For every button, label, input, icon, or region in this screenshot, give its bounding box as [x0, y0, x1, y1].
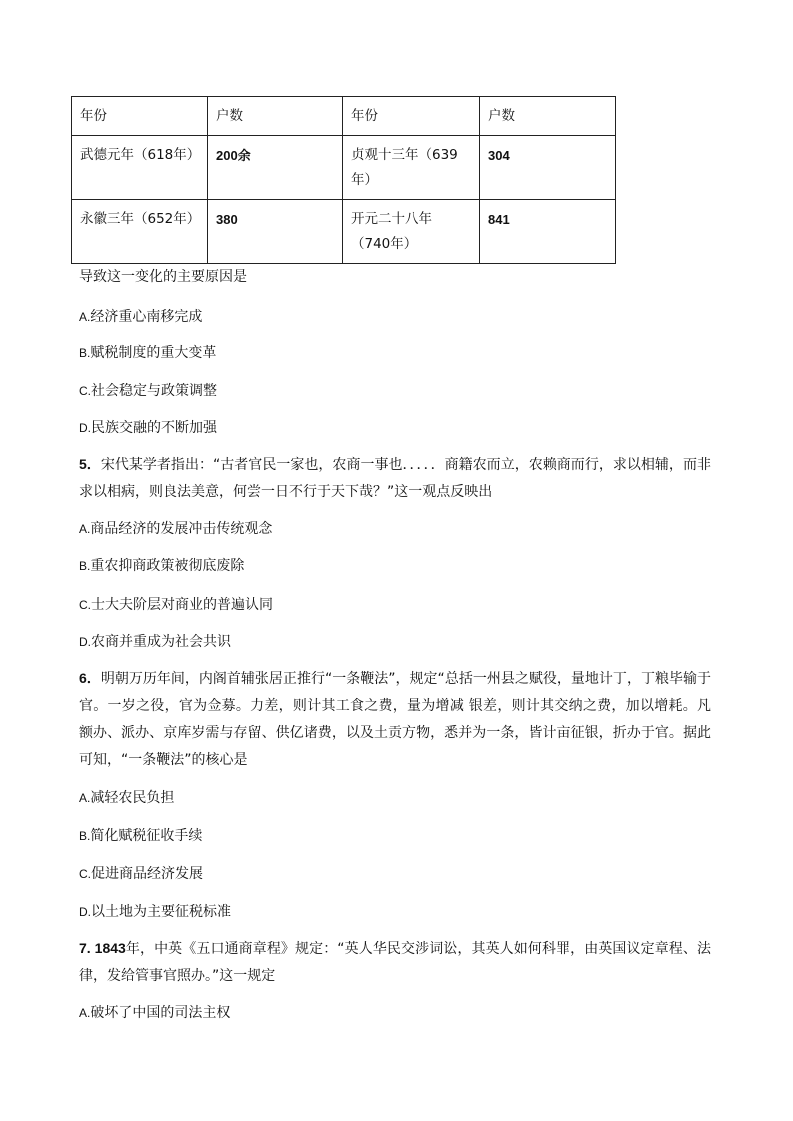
table-cell: 武德元年（618年） — [72, 136, 208, 200]
option-text: 经济重心南移完成 — [90, 309, 203, 325]
table-row — [72, 200, 616, 264]
option-letter: C. — [79, 867, 91, 881]
option-text: 重农抑商政策被彻底废除 — [90, 558, 245, 574]
question-text: 宋代某学者指出：“古者官民一家也，农商一事也．．．．．商籍农而立，农赖商而行，求以相辅，而非求以相病，则良法美意，何尝一日不行于天下哉？”这一观点反映出 — [79, 457, 711, 500]
q5-stem — [79, 451, 711, 506]
option-letter: D. — [79, 421, 91, 435]
q7-stem — [79, 935, 711, 990]
question-number: 7. 1843 — [79, 940, 126, 956]
table-header-cell: 年份 — [72, 97, 208, 136]
option-letter: D. — [79, 635, 91, 649]
q6-stem — [79, 665, 711, 774]
household-table — [71, 96, 616, 264]
option-letter: B. — [79, 829, 91, 843]
option-letter: B. — [79, 346, 91, 360]
q5-option-d — [79, 632, 709, 652]
table-cell: 永徽三年（652年） — [72, 200, 208, 264]
q4-stem: 导致这一变化的主要原因是 — [79, 269, 247, 285]
table-cell: 贞观十三年（639年） — [343, 136, 480, 200]
q5-option-b — [79, 556, 709, 576]
table-cell: 200余 — [208, 136, 343, 200]
q6-option-b — [79, 826, 709, 846]
q6-option-a — [79, 788, 709, 808]
option-text: 减轻农民负担 — [90, 790, 175, 806]
table-header-cell: 户数 — [480, 97, 616, 136]
option-letter: C. — [79, 384, 91, 398]
option-text: 士大夫阶层对商业的普遍认同 — [91, 597, 273, 613]
option-letter: A. — [79, 1006, 91, 1020]
q4-option-a — [79, 307, 709, 327]
table-header-row — [72, 97, 616, 136]
option-letter: B. — [79, 559, 91, 573]
table-header-cell: 户数 — [208, 97, 343, 136]
option-text: 民族交融的不断加强 — [91, 420, 217, 436]
table-cell: 开元二十八年（740年） — [343, 200, 480, 264]
option-text: 破坏了中国的司法主权 — [90, 1005, 231, 1021]
option-letter: A. — [79, 310, 91, 324]
option-text: 赋税制度的重大变革 — [90, 345, 217, 361]
q4-option-c — [79, 381, 709, 401]
q4-option-d — [79, 418, 709, 438]
option-text: 商品经济的发展冲击传统观念 — [90, 521, 273, 537]
question-number: 5． — [79, 456, 101, 472]
table-cell: 841 — [480, 200, 616, 264]
table-row — [72, 136, 616, 200]
table-cell: 380 — [208, 200, 343, 264]
option-letter: A. — [79, 522, 91, 536]
option-letter: D. — [79, 905, 91, 919]
q6-option-c — [79, 864, 709, 884]
question-text: 年，中英《五口通商章程》规定：“英人华民交涉词讼，其英人如何科罪，由英国议定章程、法律，发给管事官照办。”这一规定 — [79, 941, 711, 984]
option-letter: C. — [79, 598, 91, 612]
option-text: 简化赋税征收手续 — [90, 828, 203, 844]
q5-option-c — [79, 595, 709, 615]
question-text: 明朝万历年间，内阁首辅张居正推行“一条鞭法”，规定“总括一州县之赋役，量地计丁，丁粮毕输于官。一岁之役，官为佥募。力差，则计其工食之费，量为增减 银差，则计其交纳之费，加以增耗。凡额办、派办、京库岁需与存留、供亿诸费，以及土贡方物，悉并为一条，皆计亩征银，折办于官。据此可知，“一条鞭法”的核心是 — [79, 671, 711, 768]
option-text: 社会稳定与政策调整 — [91, 383, 217, 399]
option-text: 促进商品经济发展 — [91, 866, 203, 882]
q7-option-a — [79, 1003, 709, 1023]
q6-option-d — [79, 902, 709, 922]
q5-option-a — [79, 519, 709, 539]
table-header-cell: 年份 — [343, 97, 480, 136]
option-letter: A. — [79, 791, 91, 805]
option-text: 以土地为主要征税标准 — [91, 904, 231, 920]
question-number: 6． — [79, 670, 101, 686]
table-cell: 304 — [480, 136, 616, 200]
option-text: 农商并重成为社会共识 — [91, 634, 231, 650]
q4-option-b — [79, 343, 709, 363]
